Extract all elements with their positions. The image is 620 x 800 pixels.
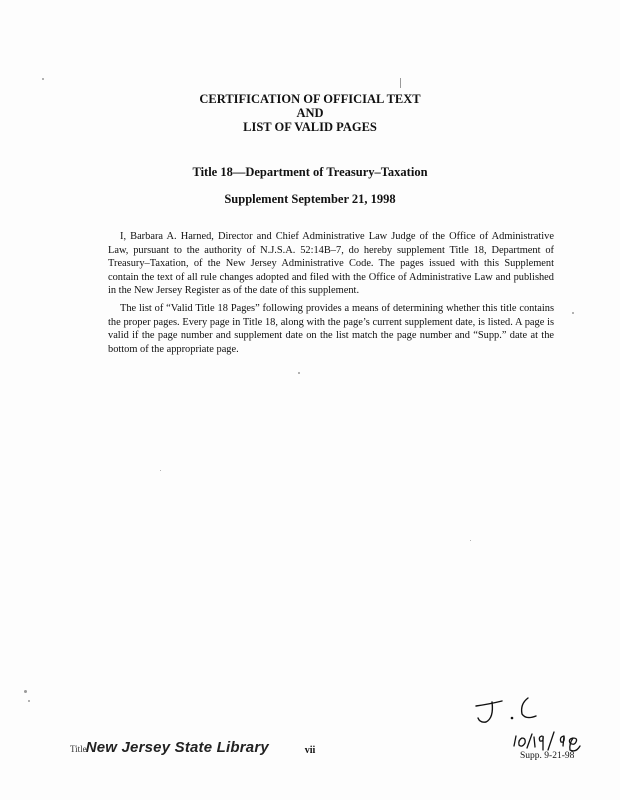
scan-speck xyxy=(470,540,471,541)
library-stamp-text: New Jersey State Library xyxy=(85,739,269,756)
valid-pages-paragraph: The list of “Valid Title 18 Pages” following provides a means of determining whether this title contains the proper pages. Every page in Title 18, along with the page’s current supplement date, is listed. A page is valid if the page number and supplement date on the list match the page number and “Supp.” date at the bottom of the appropriate page. xyxy=(108,303,554,355)
page-number: vii xyxy=(304,745,316,756)
scan-speck xyxy=(42,78,44,80)
title-heading: Title 18—Department of Treasury–Taxation xyxy=(192,165,428,179)
handwritten-date xyxy=(514,732,580,751)
scan-speck xyxy=(28,700,30,702)
certification-heading: CERTIFICATION OF OFFICIAL TEXT xyxy=(199,92,421,106)
supplement-heading: Supplement September 21, 1998 xyxy=(224,192,396,206)
handwritten-initial-j xyxy=(476,701,502,722)
scan-speck xyxy=(400,78,401,88)
handwritten-initial-c xyxy=(522,698,536,718)
scan-speck xyxy=(572,312,574,314)
scan-speck xyxy=(24,690,27,693)
scan-speck xyxy=(298,372,300,374)
scan-speck xyxy=(160,470,161,471)
footer-title-prefix: Title xyxy=(70,744,87,754)
valid-pages-heading: LIST OF VALID PAGES xyxy=(243,120,377,134)
certification-paragraph: I, Barbara A. Harned, Director and Chief Administrative Law Judge of the Office of Administrative Law, pursuant to the authority of N.J.S.A. 52:14B–7, do hereby supplement Title 18, Department of Treasury–Taxation, of the New Jersey Administrative Code. The pages issued with this Supplement contain the text of all rule changes adopted and filed with the Office of Administrative Law and published in the New Jersey Register as of the date of this supplement. xyxy=(108,231,554,297)
handwritten-dot xyxy=(511,717,514,720)
handwritten-initials-date xyxy=(470,688,610,768)
heading-and: AND xyxy=(296,106,324,120)
supplement-date: Supp. 9-21-98 xyxy=(520,751,575,761)
